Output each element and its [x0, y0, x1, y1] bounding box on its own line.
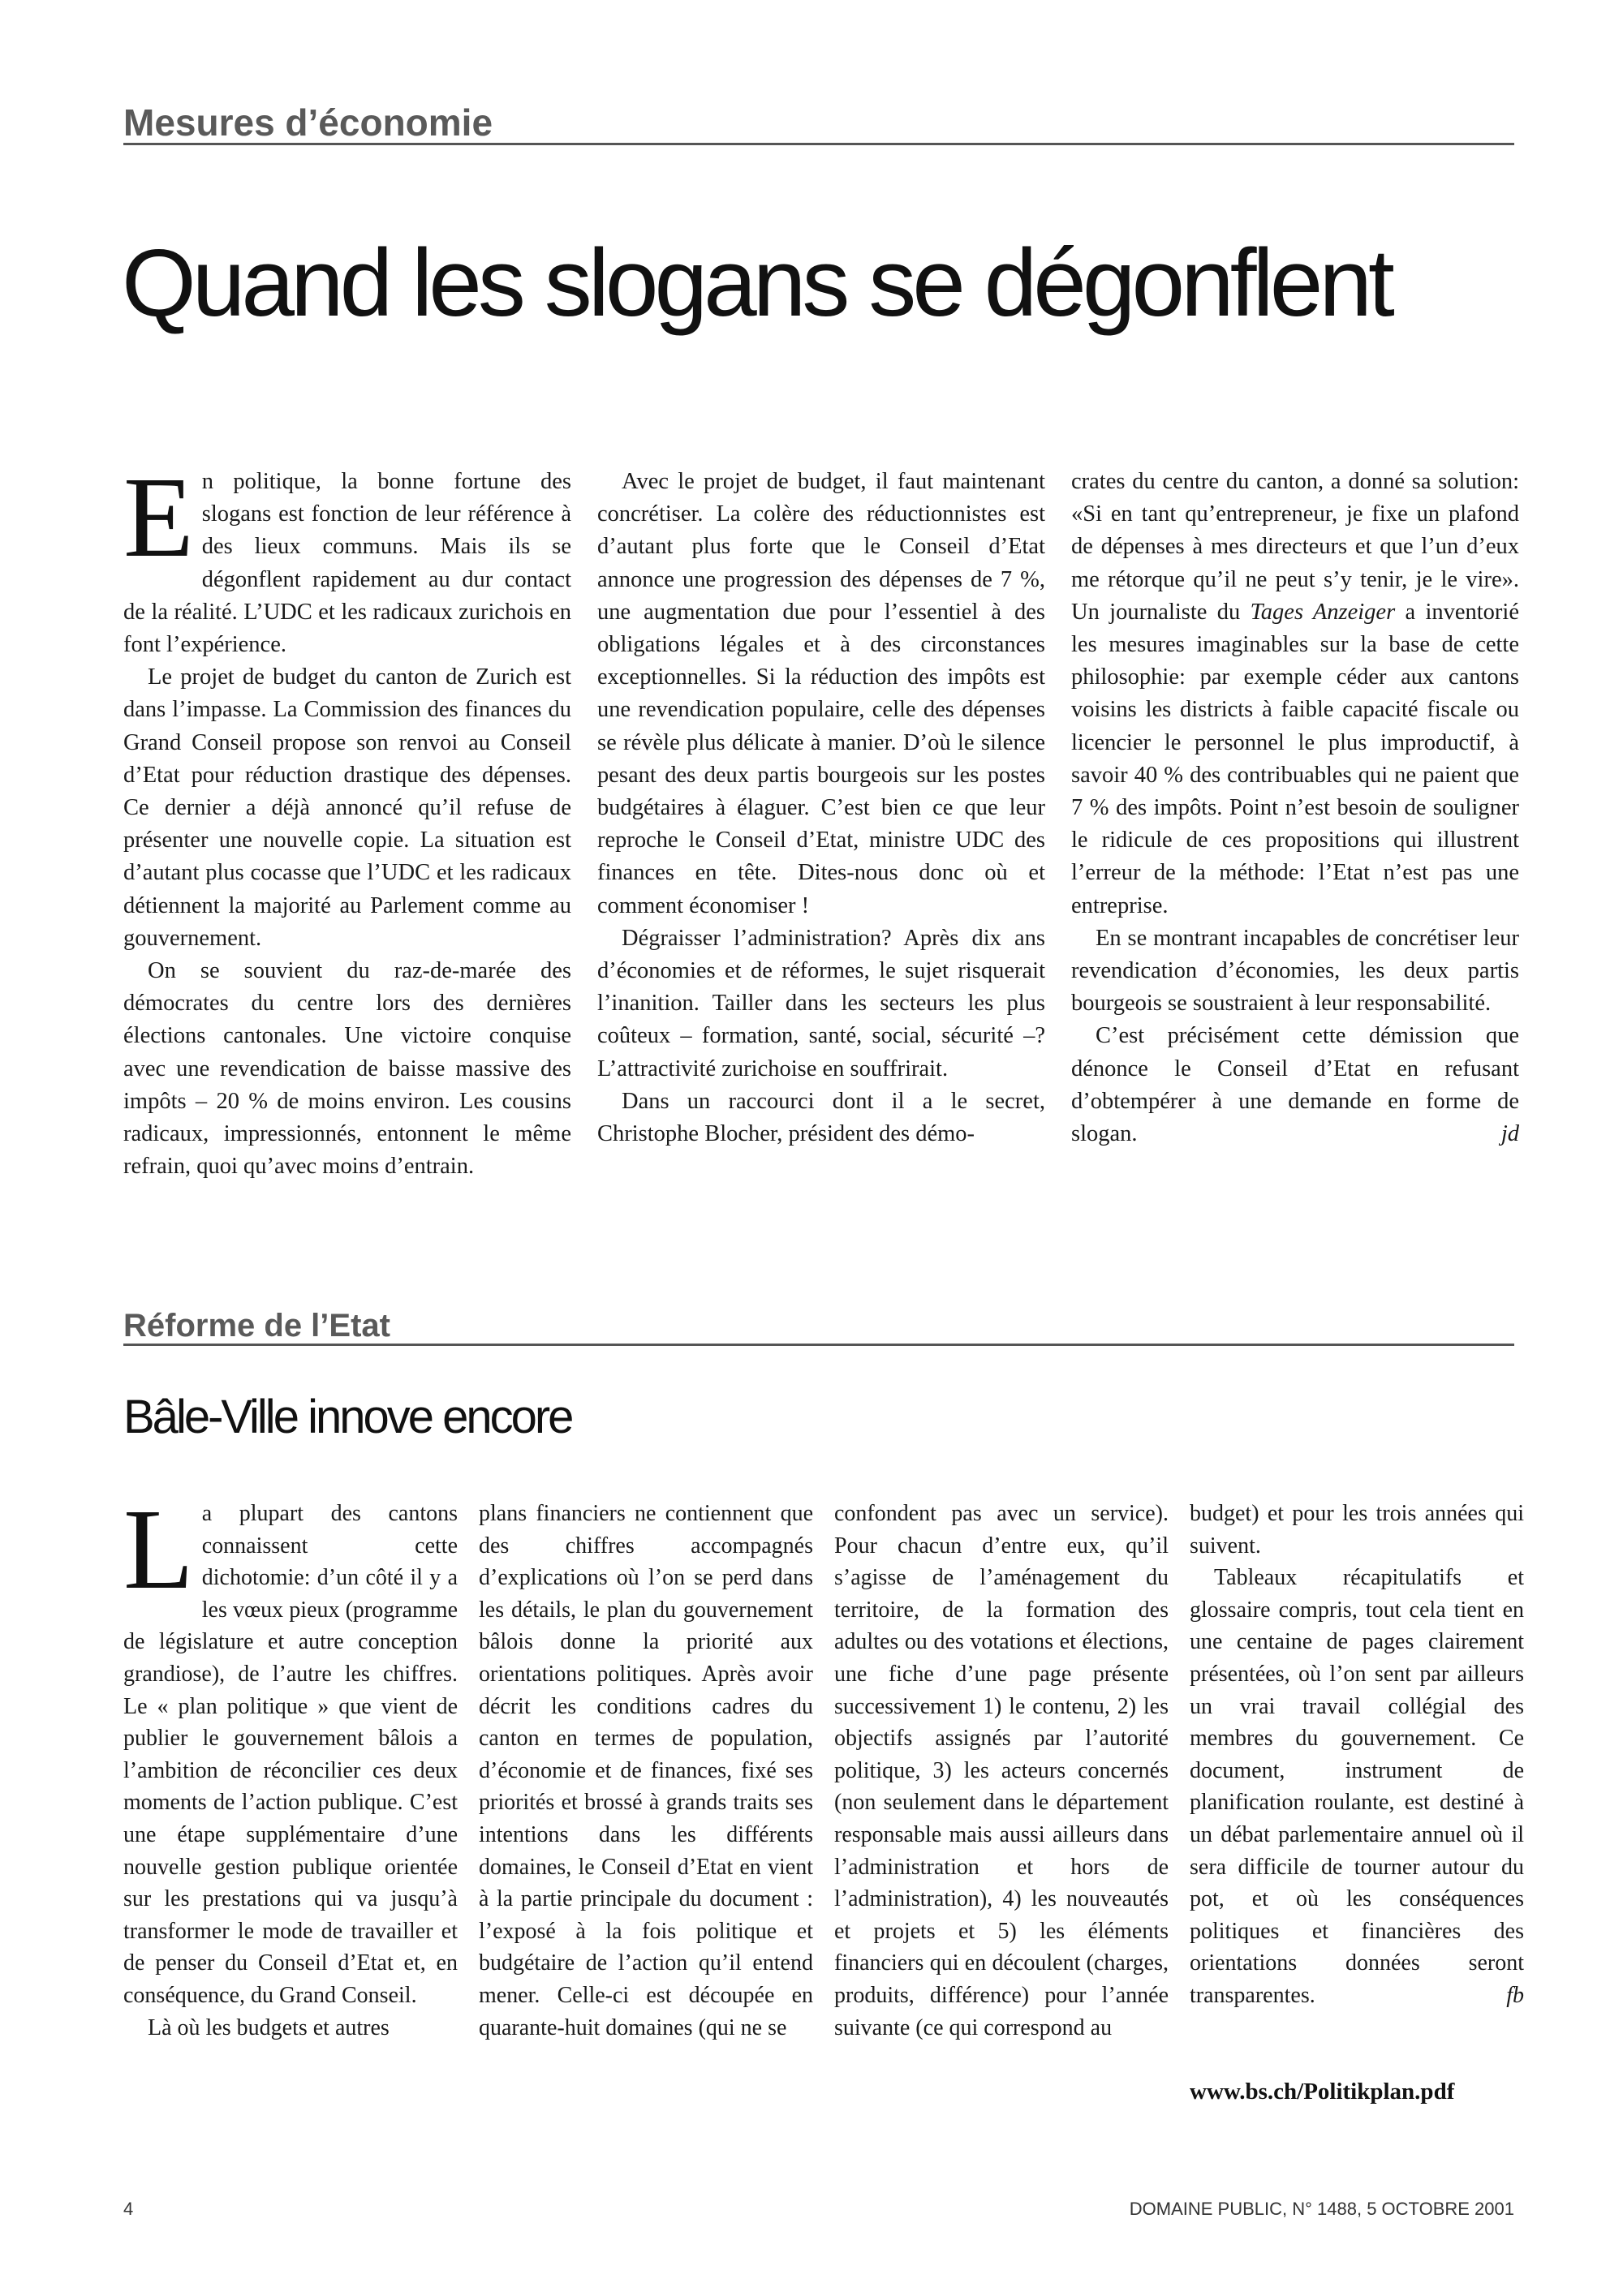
- paragraph: Dégraisser l’administration? Après dix ans d’économies et de réformes, le sujet risquerait l’inanition. Tailler dans les secteurs les plus coûteux – formation, santé, social, sécurité –? L’attractivité zurichoise en souffrirait.: [597, 925, 1045, 1081]
- article-title-bale-ville: Bâle-Ville innove encore: [123, 1391, 572, 1443]
- drop-cap: L: [123, 1485, 194, 1613]
- article2-column-4: [1190, 1498, 1524, 2012]
- drop-cap: E: [123, 453, 194, 581]
- web-link[interactable]: www.bs.ch/Politikplan.pdf: [1190, 2079, 1455, 2105]
- article1-column-1: [123, 453, 571, 1183]
- publication-footer: DOMAINE PUBLIC, N° 1488, 5 OCTOBRE 2001: [1129, 2199, 1514, 2219]
- paragraph: confondent pas avec un service). Pour chacun d’entre eux, qu’il s’agisse de l’aménagement du territoire, de la formation des adultes ou des votations et élections, une fiche d’une page présente successivement 1) le contenu, 2) les objectifs assignés par l’autorité politique, 3) les acteurs concernés (non seulement dans le département responsable mais aussi ailleurs dans l’administration et hors de l’administration), 4) les nouveautés et projets et 5) les éléments financiers qui en découlent (charges, produits, différence) pour l’année suivante (ce qui correspond au: [834, 1501, 1169, 2040]
- section-rubric-reforme: Réforme de l’Etat: [123, 1309, 1514, 1346]
- article1-column-2: [597, 466, 1045, 1150]
- section-rubric-mesures: Mesures d’économie: [123, 104, 1514, 145]
- article-title-slogans: Quand les slogans se dégonflent: [122, 230, 1391, 337]
- paragraph: En se montrant incapables de concrétiser leur revendication d’économies, les deux partis bourgeois se soustraient à leur responsabilité.: [1071, 925, 1519, 1017]
- page-number: 4: [123, 2199, 134, 2219]
- article2-column-2: [479, 1498, 813, 2044]
- author-signature: jd: [1500, 1121, 1519, 1147]
- article2-column-1: [123, 1485, 458, 2044]
- publication-name: Tages Anzeiger: [1250, 599, 1396, 625]
- paragraph: Dans un raccourci dont il a le secret, Christophe Blocher, président des démo-: [597, 1088, 1045, 1147]
- paragraph: Tableaux récapitulatifs et glossaire compris, tout cela tient en une centaine de pages clairement présentées, où l’on sent par ailleurs un vrai travail collégial des membres du gouvernement. Ce document, instrument de planification roulante, est destiné à un débat parlementaire annuel où il sera difficile de tourner autour du pot, et où les conséquences politiques et financières des orientations données seront transparentes. fb: [1190, 1562, 1524, 2011]
- paragraph: budget) et pour les trois années qui suivent.: [1190, 1501, 1524, 1559]
- article2-column-3: [834, 1498, 1169, 2044]
- paragraph: On se souvient du raz-de-marée des démocrates du centre lors des dernières élections cantonales. Une victoire conquise avec une revendication de baisse massive des impôts – 20 % de moins environ. Les cousins radicaux, impressionnés, entonnent le même refrain, quoi qu’avec moins d’entrain.: [123, 958, 571, 1180]
- paragraph: En politique, la bonne fortune des slogans est fonction de leur référence à des lieux communs. Mais ils se dégonflent rapidement au dur contact de la réalité. L’UDC et les radicaux zurichois en font l’expérience.: [123, 453, 571, 658]
- paragraph: La plupart des cantons connaissent cette dichotomie: d’un côté il y a les vœux pieux (programme de législature et autre conception grandiose), de l’autre les chiffres. Le « plan politique » que vient de publier le gouvernement bâlois a l’ambition de réconcilier ces deux moments de l’action publique. C’est une étape supplémentaire d’une nouvelle gestion publique orientée sur les prestations qui va jusqu’à transformer le mode de travailler et de penser du Conseil d’Etat et, en conséquence, du Grand Conseil.: [123, 1485, 458, 2008]
- paragraph: Là où les budgets et autres: [148, 2014, 390, 2040]
- paragraph: Avec le projet de budget, il faut maintenant concrétiser. La colère des réductionnistes est d’autant plus forte que le Conseil d’Etat annonce une progression des dépenses de 7 %, une augmentation due pour l’essentiel à des obligations légales et à des circonstances exceptionnelles. Si la réduction des impôts est une revendication populaire, celle des dépenses se révèle plus délicate à manier. D’où le silence pesant des deux partis bourgeois sur les postes budgétaires à élaguer. C’est bien ce que leur reproche le Conseil d’Etat, ministre UDC des finances en tête. Dites-nous donc où et comment économiser !: [597, 469, 1045, 918]
- paragraph: C’est précisément cette démission que dénonce le Conseil d’Etat en refusant d’obtempérer à une demande en forme de slogan. jd: [1071, 1020, 1519, 1150]
- paragraph: plans financiers ne contiennent que des chiffres accompagnés d’explications où l’on se perd dans les détails, le plan du gouvernement bâlois donne la priorité aux orientations politiques. Après avoir décrit les conditions cadres du canton en termes de population, d’économie et de finances, fixé ses priorités et brossé à grands traits ses intentions dans les différents domaines, le Conseil d’Etat en vient à la partie principale du document : l’exposé à la fois politique et budgétaire de l’action qu’il entend mener. Celle-ci est découpée en quarante-huit domaines (qui ne se: [479, 1501, 813, 2040]
- paragraph: Le projet de budget du canton de Zurich est dans l’impasse. La Commission des finances du Grand Conseil propose son renvoi au Conseil d’Etat pour réduction drastique des dépenses. Ce dernier a déjà annoncé qu’il refuse de présenter une nouvelle copie. La situation est d’autant plus cocasse que l’UDC et les radicaux détiennent la majorité au Parlement comme au gouvernement.: [123, 664, 571, 951]
- author-signature: fb: [1506, 1982, 1524, 2008]
- article1-column-3: [1071, 466, 1519, 1150]
- paragraph: crates du centre du canton, a donné sa solution: «Si en tant qu’entrepreneur, je fixe un plafond de dépenses à mes directeurs et que l’un d’eux me rétorque qu’il ne peut s’y tenir, je le vire». Un journaliste du Tages Anzeiger a inventorié les mesures imaginables sur la base de cette philosophie: par exemple céder aux cantons voisins les districts à faible capacité fiscale ou licencier le personnel le plus improductif, à savoir 40 % des contribuables qui ne paient que 7 % des impôts. Point n’est besoin de souligner le ridicule de ces propositions qui illustrent l’erreur de la méthode: l’Etat n’est pas une entreprise.: [1071, 469, 1519, 918]
